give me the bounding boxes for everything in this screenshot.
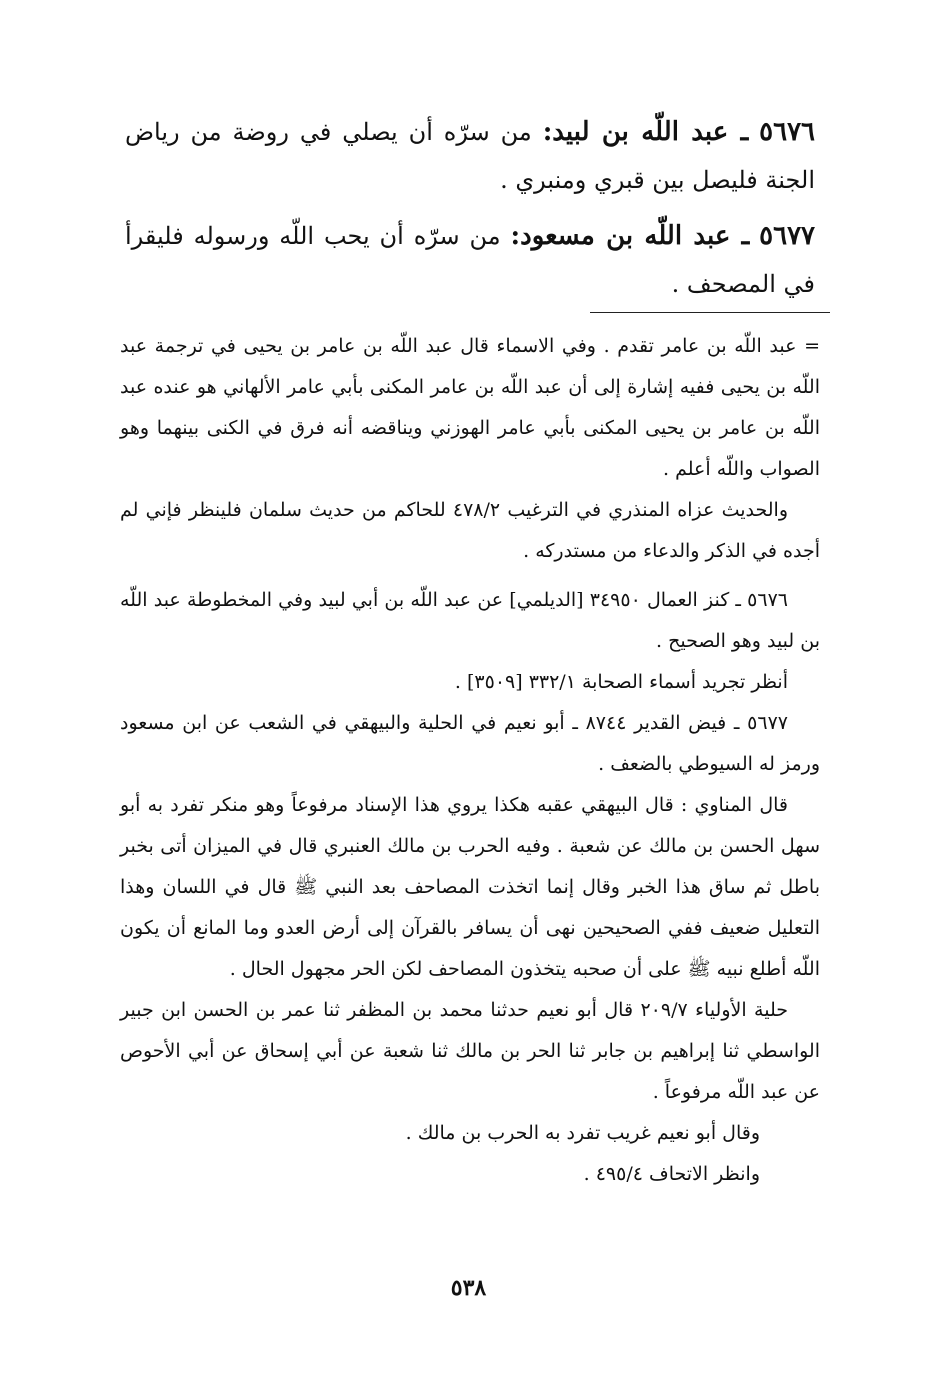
hadith-text: من سرّه أن يحب اللّه ورسوله فليقرأ في المصحف . xyxy=(125,222,815,298)
footnote-5677: ٥٦٧٧ ـ فيض القدير ٨٧٤٤ ـ أبو نعيم في الحلية والبيهقي في الشعب عن ابن مسعود ورمز له السيوطي بالضعف . xyxy=(120,712,820,775)
footnote-continuation: = عبد اللّه بن عامر تقدم . وفي الاسماء قال عبد اللّه بن عامر بن يحيى في ترجمة عبد اللّه بن يحيى ففيه إشارة إلى أن عبد اللّه بن عامر المكنى بأبي عامر الألهاني هو عنده عبد اللّه بن عامر بن يحيى المكنى بأبي عامر الهوزني ويناقضه أنه فرق في الكنى بينهما وهو الصواب واللّه أعلم . xyxy=(120,335,820,480)
footnote-paragraph: قال المناوي : قال البيهقي عقبه هكذا يروي هذا الإسناد مرفوعاً وهو منكر تفرد به أبو سهل الحسن بن مالك عن شعبة . وفيه الحرب بن مالك العنبري قال في الميزان أتى بخبر باطل ثم ساق هذا الخبر وقال إنما اتخذت المصاحف بعد النبي ﷺ قال في اللسان وهذا التعليل ضعيف ففي الصحيحين نهى أن يسافر بالقرآن إلى أرض العدو وما المانع أن يكون اللّه أطلع نبيه ﷺ على أن صحبه يتخذون المصاحف لكن الحر مجهول الحال . xyxy=(120,794,820,980)
footnote-paragraph: وانظر الاتحاف ٤٩٥/٤ . xyxy=(583,1163,760,1185)
page-number: ٥٣٨ xyxy=(450,1275,487,1301)
narrator-name: عبد اللّه بن لبيد: xyxy=(542,117,729,147)
footnote-5676: ٥٦٧٦ ـ كنز العمال ٣٤٩٥٠ [الديلمي] عن عبد اللّه بن أبي لبيد وفي المخطوطة عبد اللّه بن لبيد وهو الصحيح . xyxy=(120,589,820,652)
footnote-separator xyxy=(590,312,830,313)
footnote-paragraph: والحديث عزاه المنذري في الترغيب ٤٧٨/٢ للحاكم من حديث سلمان فلينظر فإني لم أجده في الذكر والدعاء من مستدركه . xyxy=(120,499,820,562)
main-text xyxy=(125,108,815,316)
entry-number: ٥٦٧٧ xyxy=(759,221,816,251)
footnotes xyxy=(120,326,820,1195)
footnote-paragraph: حلية الأولياء ٢٠٩/٧ قال أبو نعيم حدثنا محمد بن المظفر ثنا عمر بن الحسن ابن جبير الواسطي ثنا إبراهيم بن جابر ثنا الحر بن مالك ثنا شعبة عن أبي إسحاق عن أبي الأحوص عن عبد اللّه مرفوعاً . xyxy=(120,999,820,1103)
footnote-paragraph: أنظر تجريد أسماء الصحابة ٣٣٢/١ [٣٥٠٩] . xyxy=(454,671,788,693)
footnote-paragraph: وقال أبو نعيم غريب تفرد به الحرب بن مالك . xyxy=(405,1122,760,1144)
hadith-text: من سرّه أن يصلي في روضة من رياض الجنة فليصل بين قبري ومنبري . xyxy=(125,118,815,194)
narrator-name: عبد اللّه بن مسعود: xyxy=(510,221,731,251)
hadith-entry-5676: ٥٦٧٦ ـ عبد اللّه بن لبيد: من سرّه أن يصلي في روضة من رياض الجنة فليصل بين قبري ومنبري . xyxy=(125,117,815,194)
entry-number: ٥٦٧٦ xyxy=(759,117,815,147)
hadith-entry-5677: ٥٦٧٧ ـ عبد اللّه بن مسعود: من سرّه أن يحب اللّه ورسوله فليقرأ في المصحف . xyxy=(125,221,816,298)
